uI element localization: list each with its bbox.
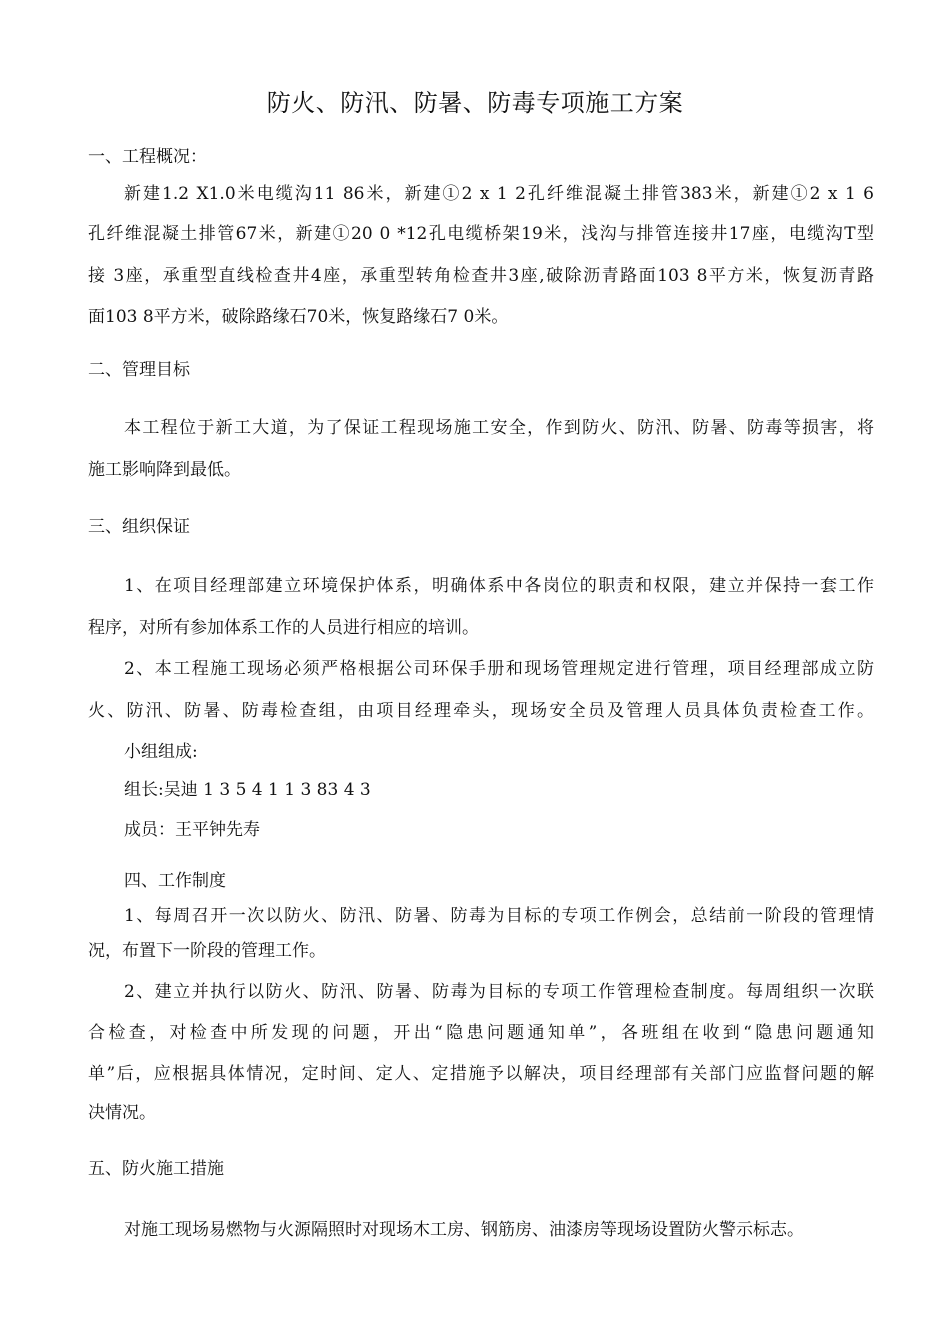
group-leader: 组长:吴迪 1 3 5 4 1 1 3 83 4 3 — [124, 780, 371, 800]
section-heading-overview: 一、工程概况： — [88, 147, 207, 167]
work-system-line: 1、每周召开一次以防火、防汛、防暑、防毒为目标的专项工作例会，总结前一阶段的管理情 — [124, 906, 874, 926]
organization-item-line: 1、在项目经理部建立环境保护体系，明确体系中各岗位的职责和权限，建立并保持一套工作 — [124, 576, 874, 596]
document-title: 防火、防汛、防暑、防毒专项施工方案 — [266, 89, 684, 117]
goal-line: 施工影响降到最低。 — [88, 460, 241, 480]
group-label: 小组组成: — [124, 742, 198, 762]
overview-line: 面103 8平方米，破除路缘石70米，恢复路缘石7 0米。 — [88, 307, 509, 327]
work-system-line: 况，布置下一阶段的管理工作。 — [88, 941, 326, 961]
overview-line: 接 3座，承重型直线检查井4座，承重型转角检查井3座,破除沥青路面103 8平方米，恢复沥青路 — [88, 266, 874, 286]
work-system-line: 2、建立并执行以防火、防汛、防暑、防毒为目标的专项工作管理检查制度。每周组织一次联 — [124, 982, 874, 1002]
section-heading-organization: 三、组织保证 — [88, 517, 190, 537]
organization-item-line: 火、防汛、防暑、防毒检查组，由项目经理牵头，现场安全员及管理人员具体负责检查工作。 — [88, 701, 874, 721]
work-system-line: 单”后，应根据具体情况，定时间、定人、定措施予以解决，项目经理部有关部门应监督问题的解 — [88, 1064, 874, 1084]
section-heading-management-goal: 二、管理目标 — [88, 360, 190, 380]
section-heading-work-system: 四、工作制度 — [124, 871, 226, 891]
work-system-line: 决情况。 — [88, 1103, 156, 1123]
organization-item-line: 2、本工程施工现场必须严格根据公司环保手册和现场管理规定进行管理，项目经理部成立防 — [124, 659, 874, 679]
organization-item-line: 程序，对所有参加体系工作的人员进行相应的培训。 — [88, 618, 479, 638]
overview-line: 新建1.2 X1.0米电缆沟11 86米，新建①2 x 1 2孔纤维混凝土排管383米，新建①2 x 1 6 — [124, 184, 874, 204]
overview-line: 孔纤维混凝土排管67米，新建①20 0 *12孔电缆桥架19米，浅沟与排管连接井17座，电缆沟T型 — [88, 224, 874, 244]
goal-line: 本工程位于新工大道，为了保证工程现场施工安全，作到防火、防汛、防暑、防毒等损害，将 — [124, 418, 874, 438]
work-system-line: 合检查，对检查中所发现的问题，开出“隐患问题通知单”，各班组在收到“隐患问题通知 — [88, 1023, 874, 1043]
fire-prevention-line: 对施工现场易燃物与火源隔照时对现场木工房、钢筋房、油漆房等现场设置防火警示标志。 — [124, 1220, 804, 1240]
section-heading-fire-prevention: 五、防火施工措施 — [88, 1159, 224, 1179]
group-members: 成员：王平钟先寿 — [124, 820, 260, 840]
